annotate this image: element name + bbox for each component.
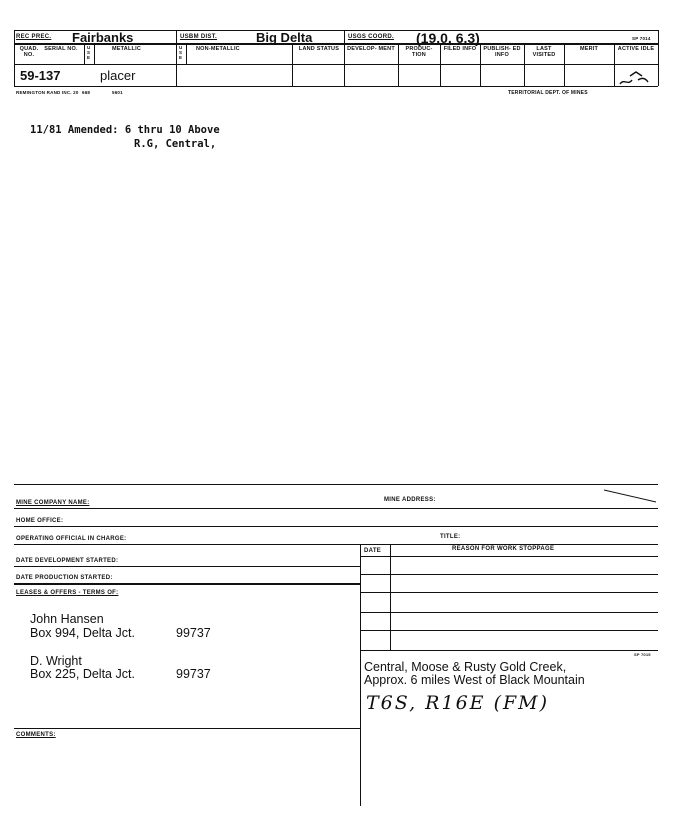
lease-address: Box 225, Delta Jct. <box>30 667 135 681</box>
divider <box>176 30 177 86</box>
rec-prec-label: REC PREC. <box>16 34 52 40</box>
date-col-label: DATE <box>364 548 382 554</box>
location-line-2: Approx. 6 miles West of Black Mountain <box>364 673 585 687</box>
mine-address-label: MINE ADDRESS: <box>384 497 436 503</box>
footer-right: TERRITORIAL DEPT. OF MINES <box>508 90 588 96</box>
col-published-info: PUBLISH- ED INFO <box>483 46 521 58</box>
comments-label: COMMENTS: <box>16 732 56 738</box>
divider <box>186 44 187 64</box>
col-land-status: LAND STATUS <box>298 46 340 52</box>
usbm-dist-value: Big Delta <box>256 30 313 45</box>
col-use-metallic: U S E <box>87 45 91 60</box>
col-use-nonmetallic: U S E <box>179 45 183 60</box>
stoppage-row-line <box>360 574 658 575</box>
usgs-coord-label: USGS COORD. <box>348 34 394 40</box>
leases-offers-label: LEASES & OFFERS - TERMS OF: <box>16 590 119 596</box>
mine-company-name-label: MINE COMPANY NAME: <box>16 500 90 506</box>
col-metallic: METALLIC <box>112 46 141 52</box>
col-quad-no: QUAD. NO. <box>19 46 39 58</box>
lease-zip: 99737 <box>176 626 211 640</box>
date-production-line <box>14 583 360 585</box>
comments-top-line <box>14 728 360 729</box>
corner-mark-icon <box>600 484 658 506</box>
divider <box>84 44 85 64</box>
footer-left: REMINGTON RAND INC. 20 <box>16 90 79 95</box>
usbm-dist-label: USBM DIST. <box>180 34 218 40</box>
handwritten-township-range: T6S, R16E (FM) <box>366 692 550 714</box>
footer-code2: 5601 <box>112 90 123 95</box>
center-divider <box>360 544 361 806</box>
divider <box>344 30 345 86</box>
stoppage-header-line <box>360 556 658 557</box>
header-row2-bottom-line <box>14 64 658 65</box>
active-idle-scribble-icon <box>616 66 656 88</box>
footer-code1: 668 <box>82 90 91 95</box>
rec-prec-value: Fairbanks <box>72 30 134 45</box>
divider <box>292 44 293 86</box>
col-serial-no: SERIAL NO. <box>44 46 78 52</box>
date-development-label: DATE DEVELOPMENT STARTED: <box>16 558 119 564</box>
note-line-1: 11/81 Amended: 6 thru 10 Above <box>30 124 220 136</box>
lower-top-line <box>14 484 658 485</box>
lease-address: Box 994, Delta Jct. <box>30 626 135 640</box>
stoppage-row-line <box>360 630 658 631</box>
date-col-divider <box>390 544 391 650</box>
operating-official-label: OPERATING OFFICIAL IN CHARGE: <box>16 536 127 542</box>
reason-col-label: REASON FOR WORK STOPPAGE <box>452 546 555 552</box>
usgs-coord-value: (19.0, 6.3) <box>416 30 480 46</box>
quad-serial-value: 59-137 <box>20 68 61 83</box>
header-row3-bottom-line <box>14 86 658 87</box>
form-number-bottom: SP 7015 <box>634 652 651 657</box>
stoppage-row-line <box>360 592 658 593</box>
col-non-metallic: NON-METALLIC <box>196 46 240 52</box>
divider <box>14 30 15 86</box>
divider <box>658 30 659 86</box>
home-office-label: HOME OFFICE: <box>16 518 64 524</box>
stoppage-row-line <box>360 650 658 651</box>
lease-name: John Hansen <box>30 612 104 626</box>
lease-zip: 99737 <box>176 667 211 681</box>
stoppage-row-line <box>360 612 658 613</box>
col-merit: MERIT <box>579 46 599 52</box>
lease-name: D. Wright <box>30 654 82 668</box>
col-production: PRODUC- TION <box>405 46 433 58</box>
company-line <box>14 508 658 509</box>
metallic-value: placer <box>100 68 136 83</box>
col-active-idle: ACTIVE IDLE <box>617 46 655 52</box>
operating-official-line <box>14 544 658 545</box>
note-line-2: R.G, Central, <box>134 138 217 150</box>
date-production-label: DATE PRODUCTION STARTED: <box>16 575 113 581</box>
date-development-line <box>14 566 360 567</box>
title-label: TITLE: <box>440 534 461 540</box>
col-development: DEVELOP- MENT <box>347 46 395 52</box>
col-last-visited: LAST VISITED <box>532 46 556 58</box>
home-office-line <box>14 526 658 527</box>
col-filed-info: FILED INFO <box>443 46 477 52</box>
divider <box>94 44 95 64</box>
location-line-1: Central, Moose & Rusty Gold Creek, <box>364 660 567 674</box>
form-number-top: SP 7014 <box>632 36 651 41</box>
